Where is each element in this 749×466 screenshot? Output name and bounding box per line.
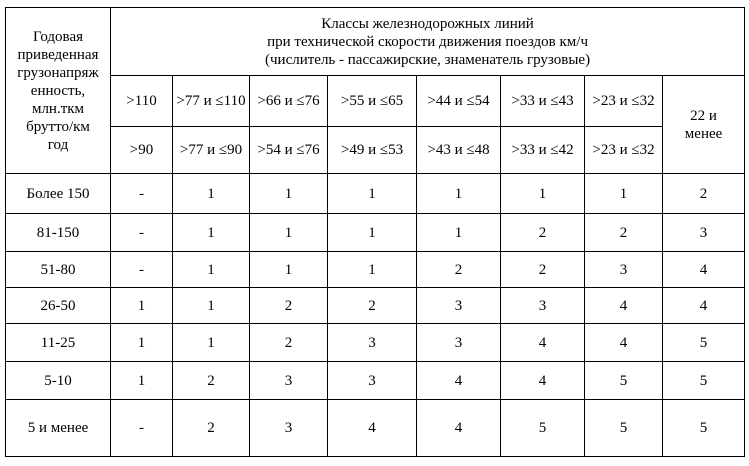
lowest-speed-header <box>663 76 745 174</box>
title-line: Классы железнодорожных линий <box>321 15 534 32</box>
row-label: Более 150 <box>6 174 111 214</box>
class-cell: 1 <box>328 252 417 288</box>
table-row <box>6 400 745 457</box>
class-cell: 3 <box>417 288 501 324</box>
class-cell: 1 <box>111 324 173 362</box>
class-cell: - <box>111 174 173 214</box>
class-cell: 2 <box>501 252 585 288</box>
class-cell: 4 <box>585 288 663 324</box>
passenger-speed-cell: >33 и ≤43 <box>501 76 585 127</box>
freight-intensity-header <box>6 8 111 174</box>
last-col-line: 22 и <box>690 107 717 124</box>
freight-speed-cell: >77 и ≤90 <box>173 127 250 174</box>
passenger-speed-row <box>6 76 745 127</box>
class-cell: 1 <box>173 288 250 324</box>
class-cell: 3 <box>328 362 417 400</box>
class-cell: 5 <box>501 400 585 457</box>
class-cell: 3 <box>250 400 328 457</box>
class-cell: - <box>111 214 173 252</box>
class-cell: 1 <box>250 214 328 252</box>
freight-speed-cell: >49 и ≤53 <box>328 127 417 174</box>
class-cell: 1 <box>111 362 173 400</box>
class-cell: 1 <box>250 252 328 288</box>
class-cell: 4 <box>501 362 585 400</box>
corner-line: приведенная <box>17 46 99 63</box>
title-line: (числитель - пассажирские, знаменатель грузовые) <box>265 51 591 68</box>
class-cell: 1 <box>417 174 501 214</box>
row-label: 5-10 <box>6 362 111 400</box>
passenger-speed-cell: >77 и ≤110 <box>173 76 250 127</box>
class-cell: 2 <box>328 288 417 324</box>
corner-line: брутто/км <box>26 118 90 135</box>
class-cell: 3 <box>663 214 745 252</box>
corner-line: грузонапряж <box>17 64 99 81</box>
class-cell: 5 <box>585 362 663 400</box>
class-cell: 1 <box>501 174 585 214</box>
class-cell: 5 <box>663 324 745 362</box>
class-cell: 1 <box>173 214 250 252</box>
class-cell: 5 <box>663 400 745 457</box>
class-cell: 3 <box>250 362 328 400</box>
corner-line: млн.ткм <box>31 100 85 117</box>
class-cell: 4 <box>417 400 501 457</box>
class-cell: 3 <box>585 252 663 288</box>
class-cell: 2 <box>663 174 745 214</box>
class-cell: 1 <box>173 252 250 288</box>
class-cell: 5 <box>663 362 745 400</box>
row-label: 51-80 <box>6 252 111 288</box>
class-cell: 5 <box>585 400 663 457</box>
row-label: 26-50 <box>6 288 111 324</box>
table-row <box>6 288 745 324</box>
freight-speed-cell: >23 и ≤32 <box>585 127 663 174</box>
row-label: 11-25 <box>6 324 111 362</box>
corner-line: год <box>47 136 69 153</box>
table-row <box>6 324 745 362</box>
freight-speed-cell: >54 и ≤76 <box>250 127 328 174</box>
class-cell: 3 <box>328 324 417 362</box>
table-row <box>6 362 745 400</box>
class-cell: - <box>111 400 173 457</box>
class-cell: 1 <box>585 174 663 214</box>
corner-line: енность, <box>30 82 86 99</box>
class-cell: 2 <box>250 288 328 324</box>
class-cell: - <box>111 252 173 288</box>
class-cell: 4 <box>417 362 501 400</box>
passenger-speed-cell: >55 и ≤65 <box>328 76 417 127</box>
class-cell: 2 <box>250 324 328 362</box>
class-cell: 4 <box>501 324 585 362</box>
class-cell: 4 <box>585 324 663 362</box>
freight-speed-cell: >43 и ≤48 <box>417 127 501 174</box>
passenger-speed-cell: >66 и ≤76 <box>250 76 328 127</box>
class-cell: 1 <box>417 214 501 252</box>
freight-speed-row <box>6 127 745 174</box>
railway-classes-header <box>111 8 745 76</box>
class-cell: 1 <box>250 174 328 214</box>
class-cell: 1 <box>173 174 250 214</box>
railway-line-classes-table <box>5 7 745 457</box>
row-label: 5 и менее <box>6 400 111 457</box>
freight-speed-cell: >33 и ≤42 <box>501 127 585 174</box>
class-cell: 2 <box>501 214 585 252</box>
class-cell: 1 <box>328 174 417 214</box>
row-label: 81-150 <box>6 214 111 252</box>
table-row <box>6 174 745 214</box>
class-cell: 1 <box>173 324 250 362</box>
header-title-row <box>6 8 745 76</box>
table-row <box>6 214 745 252</box>
class-cell: 2 <box>173 400 250 457</box>
class-cell: 3 <box>417 324 501 362</box>
class-cell: 4 <box>663 288 745 324</box>
class-cell: 2 <box>173 362 250 400</box>
class-cell: 4 <box>663 252 745 288</box>
last-col-line: менее <box>684 125 723 142</box>
title-line: при технической скорости движения поездов км/ч <box>267 33 588 50</box>
table-row <box>6 252 745 288</box>
class-cell: 1 <box>111 288 173 324</box>
class-cell: 4 <box>328 400 417 457</box>
freight-speed-cell: >90 <box>111 127 173 174</box>
passenger-speed-cell: >44 и ≤54 <box>417 76 501 127</box>
class-cell: 2 <box>417 252 501 288</box>
passenger-speed-cell: >110 <box>111 76 173 127</box>
class-cell: 1 <box>328 214 417 252</box>
class-cell: 2 <box>585 214 663 252</box>
class-cell: 3 <box>501 288 585 324</box>
corner-line: Годовая <box>33 28 83 45</box>
passenger-speed-cell: >23 и ≤32 <box>585 76 663 127</box>
